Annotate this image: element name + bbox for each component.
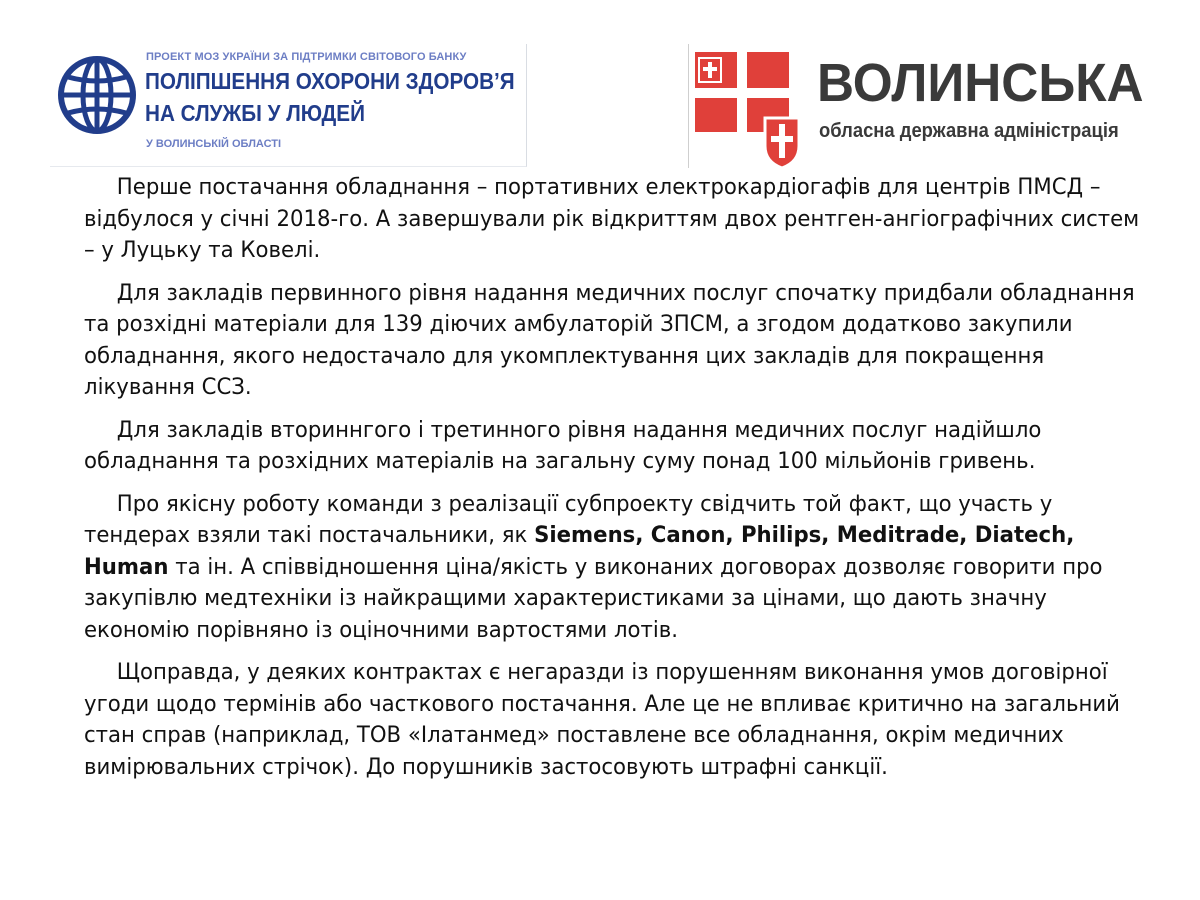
supplier-names: Siemens, Canon, Philips, Meditrade, Diatech, Human bbox=[84, 523, 1075, 580]
region-name: ВОЛИНСЬКА bbox=[817, 53, 1144, 113]
project-title-line2: НА СЛУЖБІ У ЛЮДЕЙ bbox=[145, 100, 365, 126]
slide-body bbox=[84, 172, 1154, 794]
project-title-line1: ПОЛІПШЕННЯ ОХОРОНИ ЗДОРОВ’Я bbox=[145, 68, 515, 94]
administration-subtitle: обласна державна адміністрація bbox=[819, 120, 1119, 142]
world-bank-globe-icon bbox=[56, 54, 138, 136]
volyn-coat-of-arms-icon bbox=[695, 52, 811, 168]
regional-administration-logo bbox=[688, 44, 1159, 168]
project-region: У ВОЛИНСЬКІЙ ОБЛАСТІ bbox=[146, 138, 282, 150]
paragraph-primary-care: Для закладів первинного рівня надання медичних послуг спочатку придбали обладнання та розхідні матеріали для 139 діючих амбулаторій ЗПСМ, а згодом додатково закупили обладнання, якого недостачало для укомплектування цих закладів для покращення лікування ССЗ. bbox=[84, 280, 1135, 400]
paragraph-secondary-care: Для закладів вториннгого і третинного рівня надання медичних послуг надійшло обладнання та розхідних матеріалів на загальну суму понад 100 мільйонів гривень. bbox=[84, 417, 1042, 474]
paragraph-first-delivery: Перше постачання обладнання – портативних електрокардіогафів для центрів ПМСД – відбулося у січні 2018-го. А завершували рік відкриттям двох рентген-ангіографічних систем – у Луцьку та Ковелі. bbox=[84, 175, 1140, 263]
paragraph-suppliers-rest: та ін. А співвідношення ціна/якість у виконаних договорах дозволяє говорити про закупівлю медтехніки із найкращими характеристиками за цінами, що дають значну економію порівняно із оціночними вартостями лотів. bbox=[84, 554, 1103, 643]
project-logo bbox=[50, 44, 527, 167]
paragraph-contract-issues: Щоправда, у деяких контрактах є негаразди із порушенням виконання умов договірної угоди щодо термінів або часткового постачання. Але це не впливає критично на загальний стан справ (наприклад, ТОВ «Ілатанмед» поставлене все обладнання, окрім медичних вимірювальних стрічок). До порушників застосовують штрафні санкції. bbox=[84, 660, 1120, 780]
paragraph-suppliers bbox=[84, 489, 1153, 647]
paragraph-suppliers-intro: Про якісну роботу команди з реалізації субпроекту свідчить той факт, що участь у тендерах взяли такі постачальники, як bbox=[84, 491, 1053, 548]
project-tagline-top: ПРОЕКТ МОЗ УКРАЇНИ ЗА ПІДТРИМКИ СВІТОВОГО БАНКУ bbox=[146, 51, 467, 63]
